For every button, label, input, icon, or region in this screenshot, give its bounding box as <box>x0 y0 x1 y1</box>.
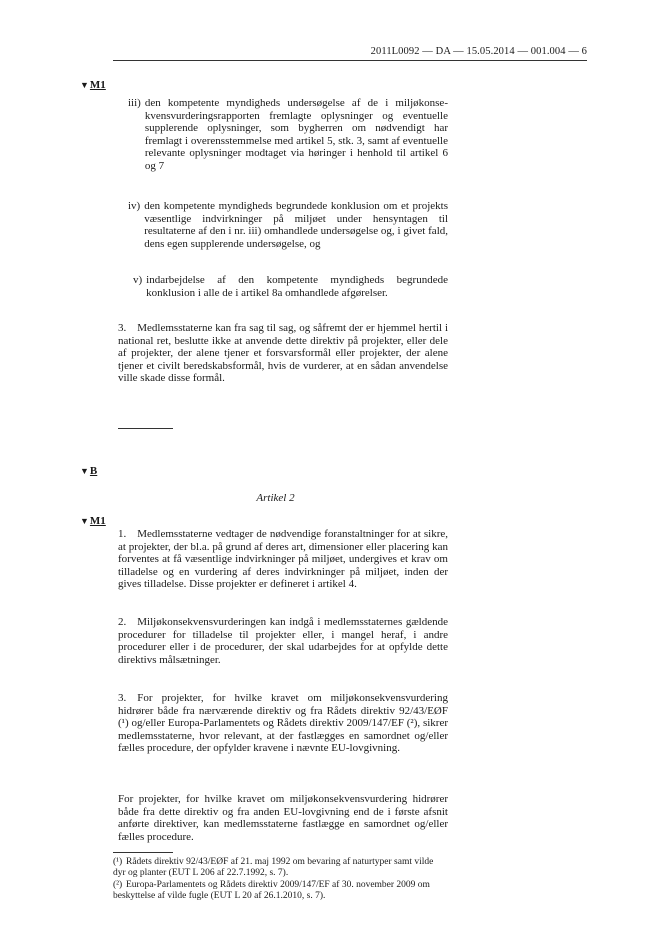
triangle-down-icon: ▼ <box>80 466 89 476</box>
triangle-down-icon: ▼ <box>80 516 89 526</box>
item-number: iii) <box>128 97 141 109</box>
triangle-down-icon: ▼ <box>80 80 89 90</box>
footnote-rule <box>113 852 173 853</box>
marker-label: B <box>89 465 98 477</box>
omission-separator <box>118 428 173 429</box>
list-item-iv <box>128 200 448 250</box>
document-reference: 2011L0092 — DA — 15.05.2014 — 001.004 — 6 <box>370 46 587 57</box>
list-item-v <box>133 274 448 299</box>
footnote-text: Rådets direktiv 92/43/EØF af 21. maj 1992 om bevaring af naturtyper samt vilde dyr og planter (EUT L 206 af 22.7.1992, s. 7). <box>113 857 434 878</box>
item-text: indarbejdelse af den kompetente myndigheds begrundede konklusion i alle de i artikel 8a omhandlede afgørelser. <box>146 274 448 299</box>
item-text: den kompetente myndigheds undersøgelse af de i miljøkonsekvensvurderingsrapporten fremlagte oplysninger og eventuelle supplerende oplysninger, som bygherren om nødvendigt har fremlagt i overensstemmelse med artikel 5, stk. 3, samt af eventuelle relevante oplysninger modtaget via høringer i henhold til artikel 6 og 7 <box>144 97 448 172</box>
footnote-number: (¹) <box>113 857 123 867</box>
article-2-paragraph-3: 3. For projekter, for hvilke kravet om miljøkonsekvensvurdering hidrører både fra nærværende direktiv og fra Rådets direktiv 92/43/EØF (¹) og/eller Europa-Parlamentets og Rådets direktiv 2009/147/EF (²), sikrer medlemsstaterne, hvor relevant, at der fastlægges en samordnet og/eller fælles procedure, der opfylder kravene i nævnte EU-lovgivning. <box>118 692 448 755</box>
item-number: iv) <box>128 200 141 212</box>
footnote-number: (²) <box>113 880 123 890</box>
footnote-1 <box>113 857 448 879</box>
article-2-paragraph-1: 1. Medlemsstaterne vedtager de nødvendige foranstaltninger for at sikre, at projekter, der bl.a. på grund af deres art, dimensioner eller placering kan forventes at få væsentlige indvirkninger på miljøet, undergives et krav om tilladelse og en vurdering af deres indvirkninger på miljøet, inden der gives tilladelse. Disse projekter er defineret i artikel 4. <box>118 528 448 591</box>
marker-label: M1 <box>89 79 106 91</box>
amendment-marker-m1[interactable] <box>80 515 106 527</box>
footnote-2 <box>113 880 448 902</box>
article-title: Artikel 2 <box>256 492 295 504</box>
header-rule <box>113 60 587 61</box>
paragraph-3-article-1: 3. Medlemsstaterne kan fra sag til sag, og såfremt der er hjemmel hertil i national ret, beslutte ikke at anvende dette direktiv på projekter, eller dele af projekter, der alene tjener et forsvarsformål eller projekter, der alene tjener et civilt beredskabsformål, hvis de vurderer, at en sådan anvendelse ville skade disse formål. <box>118 322 448 385</box>
footnote-text: Europa-Parlamentets og Rådets direktiv 2009/147/EF af 30. november 2009 om beskyttelse af vilde fugle (EUT L 20 af 26.1.2010, s. 7). <box>113 880 430 901</box>
amendment-marker-b[interactable] <box>80 465 97 477</box>
list-item-iii <box>128 97 448 173</box>
item-text: den kompetente myndigheds begrundede konklusion om et projekts væsentlige indvirkninger på miljøet under hensyntagen til resultaterne af den i nr. iii) omhandlede undersøgelse og, i givet fald, dens egen supplerende undersøgelse, og <box>144 200 448 250</box>
article-2-paragraph-3-second: For projekter, for hvilke kravet om miljøkonsekvensvurdering hidrører både fra dette direktiv og fra anden EU-lovgivning end de i første afsnit anførte direktiver, kan medlemsstaterne fastlægge en samordnet og/eller fælles procedure. <box>118 793 448 843</box>
item-number: v) <box>133 274 143 286</box>
marker-label: M1 <box>89 515 106 527</box>
amendment-marker-m1[interactable] <box>80 79 106 91</box>
article-2-paragraph-2: 2. Miljøkonsekvensvurderingen kan indgå i medlemsstaternes gældende procedurer for tilladelse til projekter eller, i mangel heraf, i andre procedurer eller i de procedurer, der skal udarbejdes for at opfylde dette direktivs målsætninger. <box>118 616 448 666</box>
